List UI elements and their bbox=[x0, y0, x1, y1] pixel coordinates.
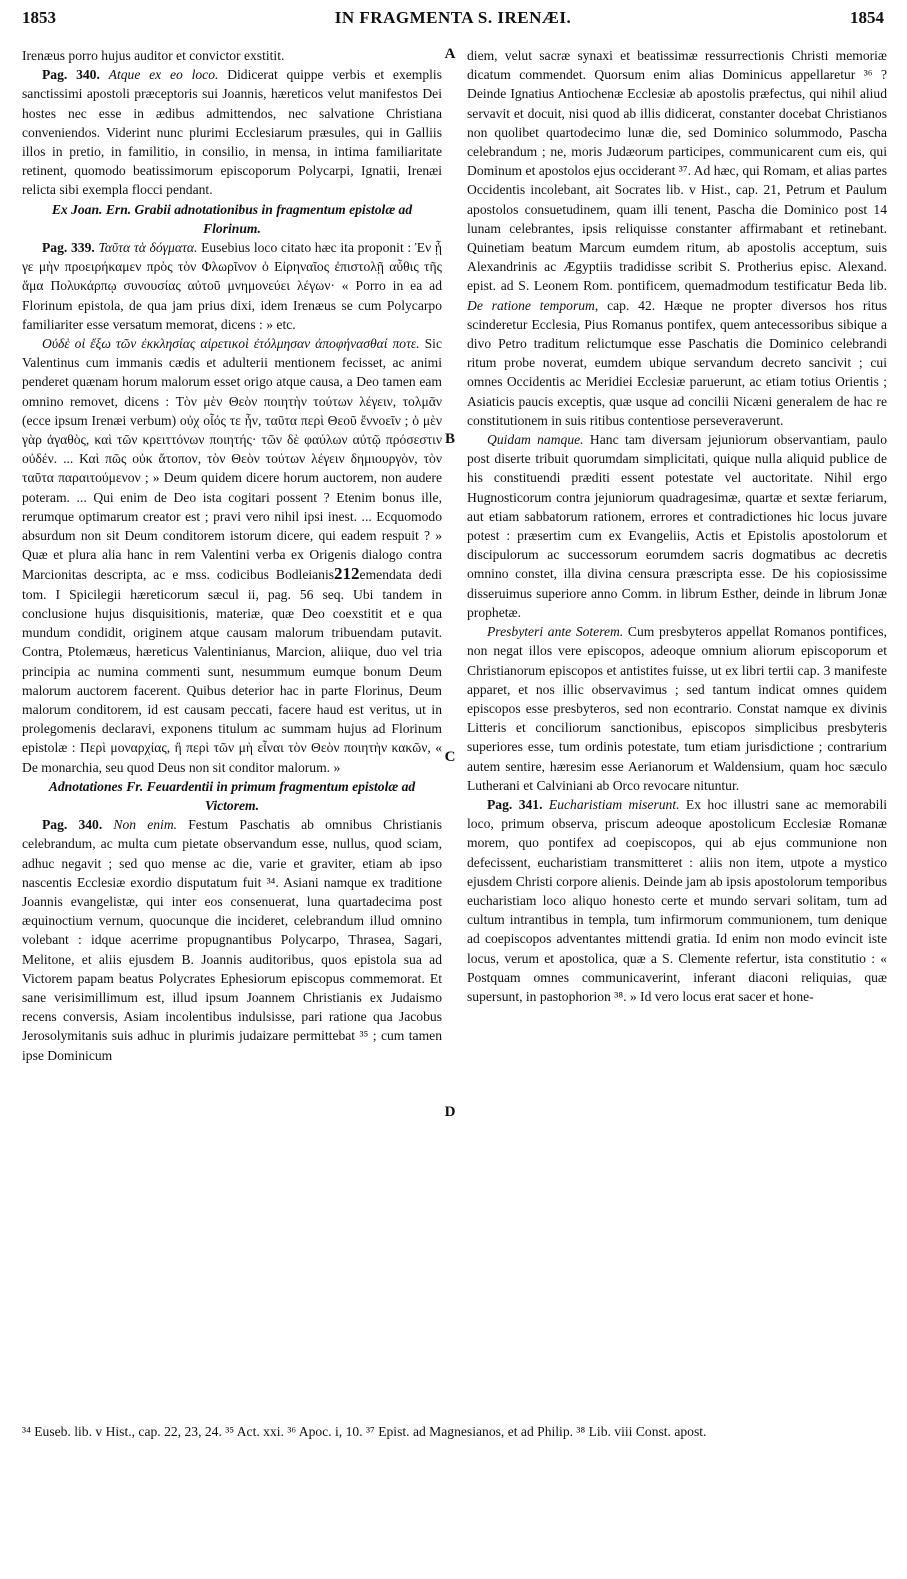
page-reference: Pag. 340. bbox=[42, 817, 103, 833]
page-reference: Pag. 339. bbox=[42, 240, 95, 256]
paragraph: Irenæus porro hujus auditor et convictor exstitit. bbox=[22, 48, 285, 63]
paragraph-text: Didicerat quippe verbis et exemplis sanctissimi apostoli præceptoris sui Joannis, hæreticos velut manifestos Dei hostes nec esse in ædibus admittendos, nec salvatione Christiana conveniendos. Viderint nunc plurimi Ecclesiarum præsules, qui in Galliis illos in pretio, in familitio, in consilio, in mensa, in intima familiaritate retinent, quomodo beatissimorum episcoporum Polycarpi, Ignatii, Irenæi relicta sibi exempla flocci pendant. bbox=[22, 67, 442, 198]
paragraph bbox=[467, 795, 887, 1006]
left-column bbox=[22, 46, 442, 1414]
right-column bbox=[467, 46, 887, 1414]
section-heading: Ex Joan. Ern. Grabii adnotationibus in fragmentum epistolæ ad Florinum. bbox=[51, 201, 413, 236]
paragraph bbox=[467, 430, 887, 622]
lemma: Eucharistiam miserunt. bbox=[548, 796, 680, 812]
paragraph bbox=[22, 65, 442, 199]
work-title: De ratione temporum bbox=[467, 297, 595, 313]
lemma: Presbyteri ante Soterem. bbox=[487, 624, 624, 640]
paragraph-text: Cum presbyteros appellat Romanos pontifices, non negat illos vere episcopos, adeoque omnium aliorum episcoporum et Christianorum episcopos et antistites fuisse, ut ex libri tertii cap. 3 manifeste apparet, et nos illic observavimus ; sed tantum indicat omnes quidem episcopos esse presbyteros, sed non econtrario. Constat namque ex divinis Litteris et conciliorum sanctionibus, episcopos simplicibus presbyteris superiores esse, tum ordinis potestate, tum etiam jurisdictione ; contrarium autem sentire, hæresim esse Aerianorum et Waldensium, quam hoc sæculo Lutherani et Calviniani ab Orco revocare nituntur. bbox=[467, 624, 887, 793]
lemma: Ταῦτα τὰ δόγματα. bbox=[98, 240, 198, 256]
margin-letter-a: A bbox=[444, 46, 456, 62]
lemma: Quidam namque. bbox=[487, 432, 584, 448]
margin-letter-b: B bbox=[444, 431, 455, 447]
paragraph-text: Festum Paschatis ab omnibus Christianis celebrandum, ac multa cum pietate observandum esse, nullus, quod sciam, adhuc negavit ; sed quo mense ac die, varie et graviter, etiam ab ipso nascentis Ecclesiæ exordio disputatum fuit ³⁴. Asiani namque ex traditione Joannis evangelistæ, qui inter eos consenuerat, luna quartadecima post æquinoctium vernum, quocunque die incideret, celebrandum illud omnino volebant : idque acerrime propugnantibus Polycarpo, Thrasea, Sagari, Melitone, et aliis ejusdem B. Joannis auditoribus, quos epistola sua ad Victorem papam beatus Polycrates Ephesiorum episcopus commemorat. Et sane verisimillimum est, illud ipsum Joannem Christianis ex Judaismo recens conversis, Asiam incolentibus indulsisse, pari ratione qua Jacobus Jerosolymitanis suis adhuc in plurimis judaizare permittebat ³⁵ ; cum tamen ipse Dominicum bbox=[22, 817, 442, 1063]
paragraph-text: Eusebius loco citato hæc ita proponit : Ἐν ᾗ γε μὴν προειρήκαμεν πρὸς τὸν Φλωρῖνον ὁ Εἰρηναῖος ἐπιστολῇ αὖθις τῆς ἅμα Πολυκάρπῳ συνουσίας αὐτοῦ μνημονεύει λέγων· « Porro in ea ad Florinum epistola, de qua jam prius dixi, idem Irenæus se cum Polycarpo familiariter esse versatum memorat, dicens : » etc. bbox=[22, 240, 442, 332]
paragraph-text: diem, velut sacræ synaxi et beatissimæ ressurrectionis Christi memoriæ dicatum commendet. Quorsum enim alias Dominicus appellaretur ³⁶ ? Deinde Ignatius Antiochenæ Ecclesiæ ab apostolis præfectus, qui nihil aliud servavit et docuit, nisi quod ab illis didicerat, constanter docebat Christianos non quolibet quartodecimo lunæ die, sed Dominico solummodo, Pascha celebrandum ; ne, moris Judæorum participes, communicarent cum eis, qui Dominum et apostolos ejus occiderant ³⁷. Ad hæc, qui Romam, et alias partes Occidentis incolebant, ait Socrates lib. v Hist., cap. 21, Petrum et Paulum apostolos consuetudinem, quam illi tenent, Pascha die Dominico post 14 lunam celebrantes, ipsis reliquisse constanter affirmabant et retinebant. Quinetiam beatum Marcum eumdem ritum, ab apostolis acceptum, suis Alexandrinis ac Ægyptiis tradidisse scribit S. Protherius episc. Alexand. epist. ad S. Leonem Rom. pontificem, quemadmodum testificatur Beda lib. bbox=[467, 48, 887, 294]
lemma: Οὐδὲ οἱ ἔξω τῶν ἐκκλησίας αἱρετικοὶ ἐτόλμησαν ἀποφήνασθαί ποτε. bbox=[42, 336, 420, 352]
section-heading: Adnotationes Fr. Feuardentii in primum fragmentum epistolæ ad Victorem. bbox=[48, 778, 416, 813]
paragraph-text: Sic Valentinus cum immanis cædis et adulterii mentionem fecisset, ac animi penderet quænam horum malorum esset origo atque causa, a Deo tamen eam omnino removet, dicens : Τὸν μὲν Θεὸν ποιητὴν τούτων λέγειν, τολμᾶν (ecce ipsum Irenæi verbum) οὐχ οἷός τε ἦν, ταῦτα περὶ Θεοῦ ἔννοεῖν ; ὁ μὲν γὰρ ἀγαθὸς, καὶ τῶν κρειττόνων ποιητής· τῶν δὲ φαύλων αὐτῷ πρόσεστιν οὐδέν. ... Καὶ πῶς οὐκ ἄτοπον, τὸν Θεὸν τούτων λέγειν δημιουργὸν, τὸν ταῦτα παραιτούμενον ; » Deum quidem dicere horum auctorem, non audere poteram. ... Qui enim de Deo ista cogitari possent ? Etenim bonus ille, rerumque optimarum creator est ; pravi vero nihil ipsi inest. ... Ecquomodo absurdum non sit Deum conditorem istorum dicere, qui eadem respuit ? » Quæ et plura alia hanc in rem Valentini verba ex Origenis dialogo contra Marcionitas descripta, ac e mss. codicibus Bodleianis bbox=[22, 336, 442, 583]
running-title: IN FRAGMENTA S. IRENÆI. bbox=[334, 8, 572, 27]
paragraph bbox=[467, 622, 887, 795]
paragraph-text: Hanc tam diversam jejuniorum observantiam, paulo post diserte tribuit quorumdam simplicitati, quique nulla aliquid publice de his constituendi præditi essent potestate vel auctoritate. Nihil ergo Hugnosticorum contra jejuniorum quadragesimæ, quartæ et sextæ feriarum, aut etiam sabbatorum rationem, errores et contradictiones hic locus juvare potest : præsertim cum ex Evangeliis, Actis et Epistolis apostolorum et discipulorum ac successorum eorumdem sacris dogmatibus ac decretis omnino constet, illa divina censura præscripta esse. De his copiosissime disseruimus superiore anno Comm. in librum Esther, deinde in librum Jonæ prophetæ. bbox=[467, 432, 887, 620]
paragraph bbox=[22, 238, 442, 334]
page-reference: Pag. 341. bbox=[487, 796, 543, 812]
paragraph bbox=[22, 334, 442, 777]
page-mark: 212 bbox=[334, 564, 360, 584]
paragraph-text: Ex hoc illustri sane ac memorabili loco, primum observa, priscum adeoque apostolicum Ecclesiæ Romanæ morem, quo pontifex ad coepiscopos, qui ab ejus communione non defecissent, eucharistiam transmitteret : aliis non item, utpote a mystico ejusdem Christi corpore alienis. Deinde jam ab ipsis apostolorum temporibus eucharistiam loco aliquo honesto certe et mundo servari solitam, tum ad cultum intrantibus in templa, tum infirmorum communionem, tum denique ad coepiscopos adventantes mittendi gratia. Id enim non modo evincit iste locus, verum et apostolica, quæ a S. Clemente refertur, ista constitutio : « Postquam omnes communicaverint, inferant diaconi reliquias, quæ supersunt, in pastophorion ³⁸. » Id vero locus erat sacer et hone- bbox=[467, 796, 887, 1004]
right-page-number: 1854 bbox=[850, 8, 884, 27]
margin-letter-c: C bbox=[444, 749, 456, 765]
paragraph bbox=[467, 46, 887, 430]
paragraph-text: , cap. 42. Hæque ne propter diversos hos ritus scinderetur Ecclesia, Pius Romanus pontifex, quem antecessoribus sibique a divo Petro traditum relictumque esse Paschatis die Dominico celebrandi ritum probe noverat, eumdem ubique servandum decreto sancivit ; cui omnes Occidentis ac Meridiei Ecclesiæ paruerunt, ac etiam totius Orientis ; Asiaticis paucis exceptis, quæ usque ad concilii Nicæni generalem de hac re constitutionem in suis ritibus contentiose perseveraverunt. bbox=[467, 297, 887, 428]
lemma: Atque ex eo loco. bbox=[108, 67, 219, 83]
left-page-number: 1853 bbox=[22, 8, 56, 27]
margin-letter-d: D bbox=[444, 1104, 456, 1120]
page-reference: Pag. 340. bbox=[42, 67, 100, 83]
page-header bbox=[22, 8, 884, 34]
footnotes: ³⁴ Euseb. lib. v Hist., cap. 22, 23, 24. ³⁵ Act. xxi. ³⁶ Apoc. i, 10. ³⁷ Epist. ad Magnesianos, et ad Philip. ³⁸ Lib. viii Const. apost. bbox=[22, 1424, 707, 1439]
lemma: Non enim. bbox=[113, 817, 178, 833]
paragraph bbox=[22, 815, 442, 1065]
paragraph-text: emendata dedi tom. I Spicilegii hæreticorum sæcul ii, pag. 56 seq. Ubi tandem in conclusione hujus disquisitionis, materiæ, quæ Deo coexstitit et e qua mundum condidit, originem atque causam malorum tribuendam putavit. Contra, Ptolemæus, hæreticus Valentinianus, Marcion, aliique, duo vel tria principia ac numina commenti sunt, nesummum eumque bonum Deum malorum auctorem facerent. Quibus deterior hac in parte Florinus, Deum malorum conditorem, id est causam peccati, facere haud est veritus, ut in prolegomenis declaravi, exponens titulum ac summam hujus ad Florinum epistolæ : Περὶ μοναρχίας, ἢ περὶ τῶν μὴ εἶναι τὸν Θεὸν ποιητὴν κακῶν, « De monarchia, seu quod Deus non sit conditor malorum. » bbox=[22, 567, 442, 775]
